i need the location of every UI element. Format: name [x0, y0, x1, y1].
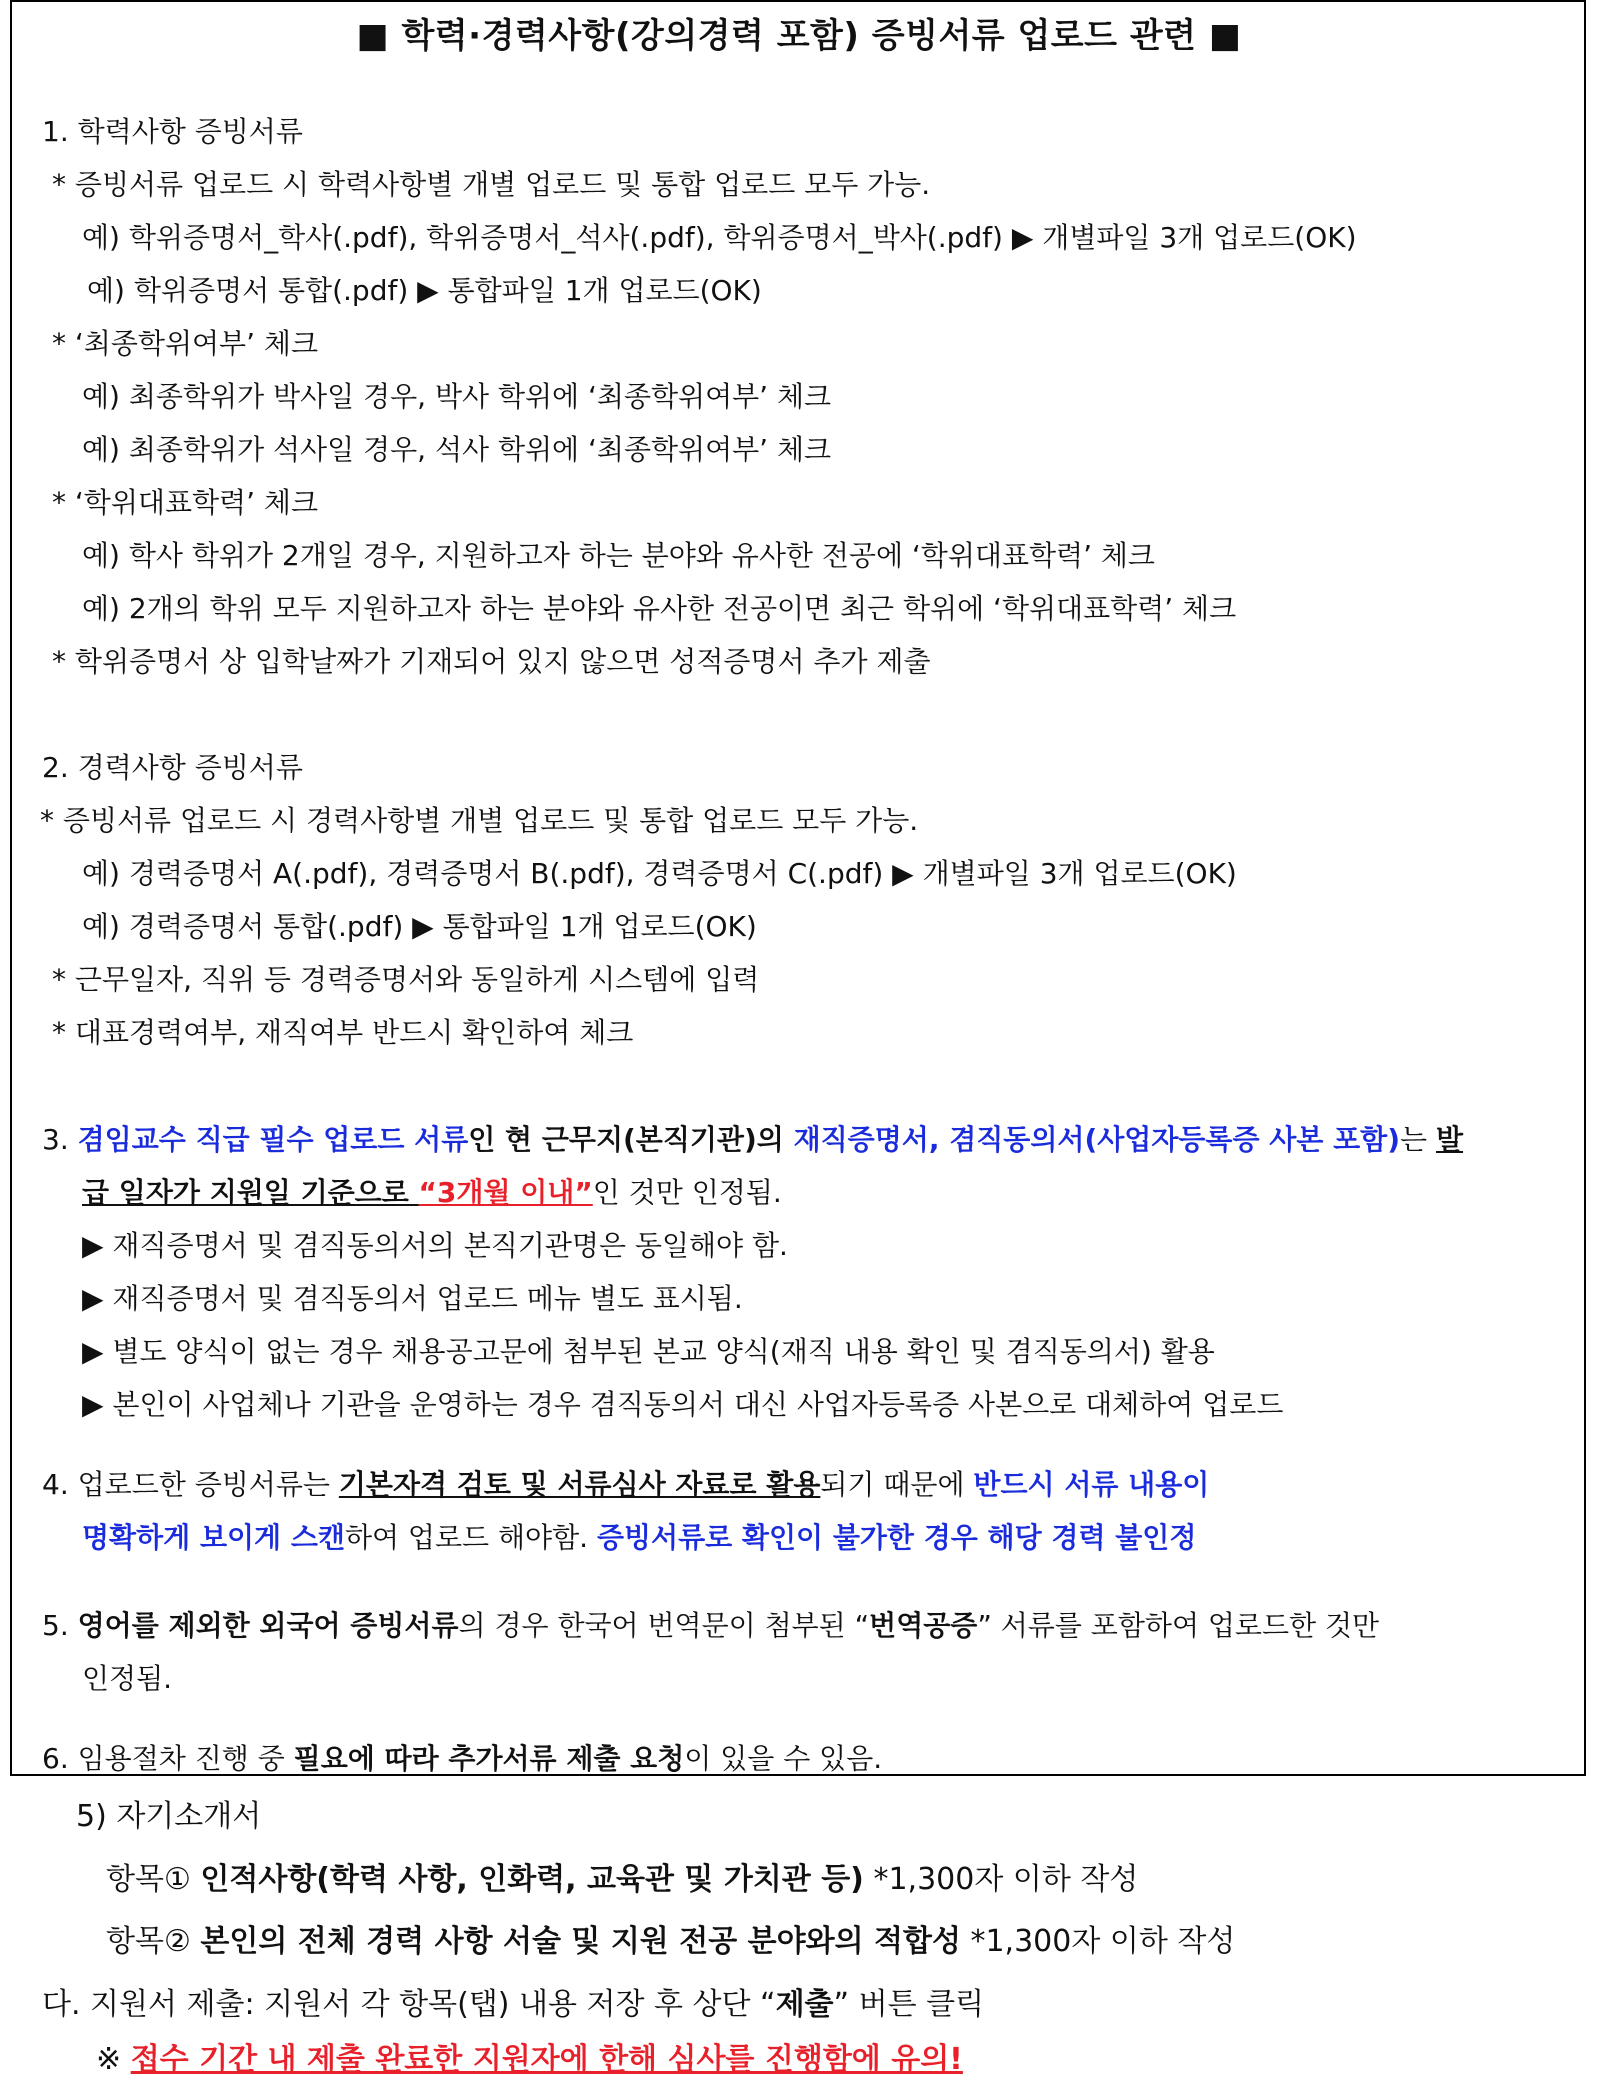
submit-word: 제출	[775, 1987, 834, 2022]
s4-scan-clearly: 명확하게 보이게 스캔	[82, 1521, 345, 1554]
s2-line: 예) 경력증명서 통합(.pdf) ▶ 통합파일 1개 업로드(OK)	[82, 910, 757, 943]
s4-must-clear: 반드시 서류 내용이	[973, 1468, 1210, 1501]
section-4-line1	[42, 1467, 1209, 1503]
section-5-line1	[42, 1608, 1379, 1644]
warning-line	[96, 2042, 963, 2078]
s3-text: 인 것만 인정됨.	[592, 1176, 782, 1209]
s1-line: 예) 최종학위가 석사일 경우, 석사 학위에 ‘최종학위여부’ 체크	[82, 433, 832, 466]
s1-line: 예) 학사 학위가 2개일 경우, 지원하고자 하는 분야와 유사한 전공에 ‘학위대표학력’ 체크	[82, 539, 1155, 572]
s5-text: 의 경우 한국어 번역문이 첨부된 “	[458, 1609, 870, 1642]
s3-cert-names: 재직증명서, 겸직동의서(사업자등록증 사본 포함)	[793, 1123, 1401, 1156]
item-2-desc: 본인의 전체 경력 사항 서술 및 지원 전공 분야와의 적합성	[200, 1924, 961, 1959]
s1-line: 예) 학위증명서 통합(.pdf) ▶ 통합파일 1개 업로드(OK)	[87, 274, 762, 307]
s1-line: 예) 2개의 학위 모두 지원하고자 하는 분야와 유사한 전공이면 최근 학위에 ‘학위대표학력’ 체크	[82, 592, 1237, 625]
s4-text: 하여 업로드 해야함.	[344, 1521, 597, 1554]
item-1	[106, 1862, 1138, 1898]
s2-line: * 증빙서류 업로드 시 경력사항별 개별 업로드 및 통합 업로드 모두 가능.	[40, 804, 919, 837]
s4-text: 되기 때문에	[820, 1468, 974, 1501]
s6-text: 이 있을 수 있음.	[684, 1742, 883, 1775]
s3-text: 인 현 근무지(본직기관)의	[468, 1123, 794, 1156]
s1-line: 예) 학위증명서_학사(.pdf), 학위증명서_석사(.pdf), 학위증명서_박사(.pdf) ▶ 개별파일 3개 업로드(OK)	[82, 221, 1357, 254]
section-3-line2	[82, 1175, 782, 1211]
s1-line: * ‘학위대표학력’ 체크	[52, 486, 318, 519]
s1-line: * 학위증명서 상 입학날짜가 기재되어 있지 않으면 성적증명서 추가 제출	[52, 645, 931, 678]
reference-mark: ※	[96, 2042, 131, 2077]
item-2	[106, 1924, 1235, 1960]
item-1-limit: *1,300자 이하 작성	[863, 1862, 1139, 1897]
s2-line: * 대표경력여부, 재직여부 반드시 확인하여 체크	[52, 1016, 634, 1049]
s3-bullet: ▶ 본인이 사업체나 기관을 운영하는 경우 겸직동의서 대신 사업자등록증 사본으로 대체하여 업로드	[82, 1388, 1284, 1421]
section-1-heading: 1. 학력사항 증빙서류	[42, 115, 303, 148]
s3-three-months: “3개월 이내”	[418, 1176, 593, 1209]
submit-text: 다. 지원서 제출: 지원서 각 항목(탭) 내용 저장 후 상단 “	[42, 1987, 776, 2022]
s2-line: * 근무일자, 직위 등 경력증명서와 동일하게 시스템에 입력	[52, 963, 760, 996]
section-4-line2	[82, 1520, 1196, 1556]
s3-num: 3.	[42, 1123, 69, 1156]
s5-line2: 인정됨.	[82, 1662, 173, 1695]
s3-issue-date: 급 일자가 지원일 기준으로	[82, 1176, 419, 1209]
item-2-label: 항목②	[106, 1924, 201, 1959]
s3-issue-date-start: 발	[1435, 1123, 1464, 1156]
item-1-label: 항목①	[106, 1862, 201, 1897]
s3-required-docs: 겸임교수 직급 필수 업로드 서류	[77, 1123, 469, 1156]
s5-notarized: 번역공증	[869, 1609, 978, 1642]
s1-line: * 증빙서류 업로드 시 학력사항별 개별 업로드 및 통합 업로드 모두 가능.	[52, 168, 931, 201]
s6-text: 6. 임용절차 진행 중	[42, 1742, 294, 1775]
s4-text: 4. 업로드한 증빙서류는	[42, 1468, 339, 1501]
s3-bullet: ▶ 재직증명서 및 겸직동의서 업로드 메뉴 별도 표시됨.	[82, 1282, 743, 1315]
section-3-line1	[42, 1122, 1463, 1158]
s6-additional-docs: 필요에 따라 추가서류 제출 요청	[293, 1742, 685, 1775]
submit-instruction	[42, 1987, 984, 2023]
page-title: ■ 학력·경력사항(강의경력 포함) 증빙서류 업로드 관련 ■	[356, 16, 1242, 56]
s5-text: 5.	[42, 1609, 78, 1642]
self-intro-heading: 5) 자기소개서	[76, 1799, 262, 1834]
section-2-heading: 2. 경력사항 증빙서류	[42, 751, 303, 784]
s4-usage: 기본자격 검토 및 서류심사 자료로 활용	[338, 1468, 821, 1501]
s4-not-recognized: 증빙서류로 확인이 불가한 경우 해당 경력 불인정	[596, 1521, 1197, 1554]
submit-text: ” 버튼 클릭	[833, 1987, 985, 2022]
s2-line: 예) 경력증명서 A(.pdf), 경력증명서 B(.pdf), 경력증명서 C(.pdf) ▶ 개별파일 3개 업로드(OK)	[82, 857, 1237, 890]
s5-foreign-docs: 영어를 제외한 외국어 증빙서류	[77, 1609, 459, 1642]
item-2-limit: *1,300자 이하 작성	[960, 1924, 1236, 1959]
s5-text: ” 서류를 포함하여 업로드한 것만	[977, 1609, 1380, 1642]
s3-bullet: ▶ 별도 양식이 없는 경우 채용공고문에 첨부된 본교 양식(재직 내용 확인 및 겸직동의서) 활용	[82, 1335, 1215, 1368]
s1-line: * ‘최종학위여부’ 체크	[52, 327, 318, 360]
deadline-warning: 접수 기간 내 제출 완료한 지원자에 한해 심사를 진행함에 유의!	[130, 2042, 963, 2077]
s3-text: 는	[1400, 1123, 1436, 1156]
section-6	[42, 1741, 882, 1777]
item-1-desc: 인적사항(학력 사항, 인화력, 교육관 및 가치관 등)	[200, 1862, 864, 1897]
s1-line: 예) 최종학위가 박사일 경우, 박사 학위에 ‘최종학위여부’ 체크	[82, 380, 832, 413]
s3-bullet: ▶ 재직증명서 및 겸직동의서의 본직기관명은 동일해야 함.	[82, 1229, 788, 1262]
